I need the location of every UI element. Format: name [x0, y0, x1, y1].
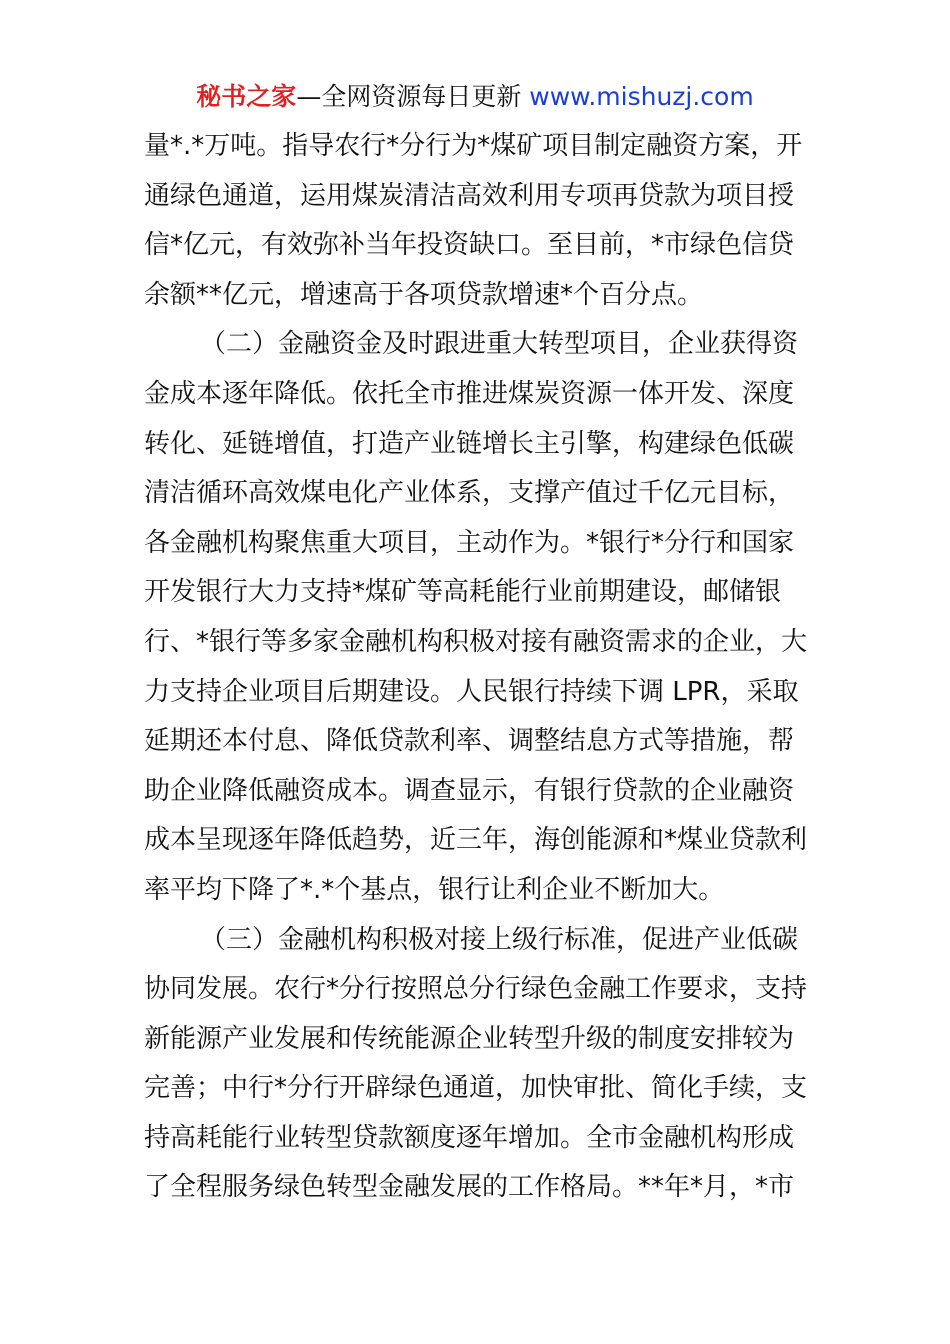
brand-name: 秘书之家 — [196, 82, 297, 111]
text-line: 量*.*万吨。指导农行*分行为*煤矿项目制定融资方案，开 — [144, 131, 803, 161]
text-line: 持高耗能行业转型贷款额度逐年增加。全市金融机构形成 — [144, 1122, 795, 1153]
text-line: 助企业降低融资成本。调查显示，有银行贷款的企业融资 — [144, 775, 795, 806]
document-body — [144, 122, 816, 1213]
text-line: 率平均下降了*.*个基点，银行让利企业不断加大。 — [144, 874, 725, 905]
text-line: 转化、延链增值，打造产业链增长主引擎，构建绿色低碳 — [144, 428, 795, 459]
text-line: 行、*银行等多家金融机构积极对接有融资需求的企业，大 — [144, 626, 808, 657]
text-line: 延期还本付息、降低贷款利率、调整结息方式等措施，帮 — [144, 726, 795, 757]
section-heading-line: （二）金融资金及时跟进重大转型项目，企业获得资 — [200, 329, 799, 360]
text-line: 开发银行大力支持*煤矿等高耗能行业前期建设，邮储银 — [144, 577, 782, 608]
text-line: 通绿色通道，运用煤炭清洁高效利用专项再贷款为项目授 — [144, 180, 795, 211]
text-line: 信*亿元，有效弥补当年投资缺口。至目前，*市绿色信贷 — [144, 230, 795, 261]
text-line: 成本呈现逐年降低趋势，近三年，海创能源和*煤业贷款利 — [144, 825, 808, 856]
text-line: 完善；中行*分行开辟绿色通道，加快审批、简化手续，支 — [144, 1073, 808, 1104]
site-url-link[interactable]: www.mishuzj.com — [529, 82, 754, 111]
section-heading-line: （三）金融机构积极对接上级行标准，促进产业低碳 — [200, 924, 799, 955]
text-line: 余额**亿元，增速高于各项贷款增速*个百分点。 — [144, 279, 704, 310]
text-line: 各金融机构聚焦重大项目，主动作为。*银行*分行和国家 — [144, 527, 795, 558]
text-line: 新能源产业发展和传统能源企业转型升级的制度安排较为 — [144, 1023, 795, 1054]
text-line: 协同发展。农行*分行按照总分行绿色金融工作要求，支持 — [144, 974, 808, 1005]
header-tagline: —全网资源每日更新 — [296, 82, 522, 111]
text-line: 了全程服务绿色转型金融发展的工作格局。**年*月，*市 — [144, 1172, 795, 1203]
text-line: 力支持企业项目后期建设。人民银行持续下调 LPR，采取 — [144, 676, 799, 707]
text-line: 金成本逐年降低。依托全市推进煤炭资源一体开发、深度 — [144, 378, 795, 409]
text-line: 清洁循环高效煤电化产业体系，支撑产值过千亿元目标， — [144, 478, 795, 509]
site-header — [0, 80, 950, 114]
